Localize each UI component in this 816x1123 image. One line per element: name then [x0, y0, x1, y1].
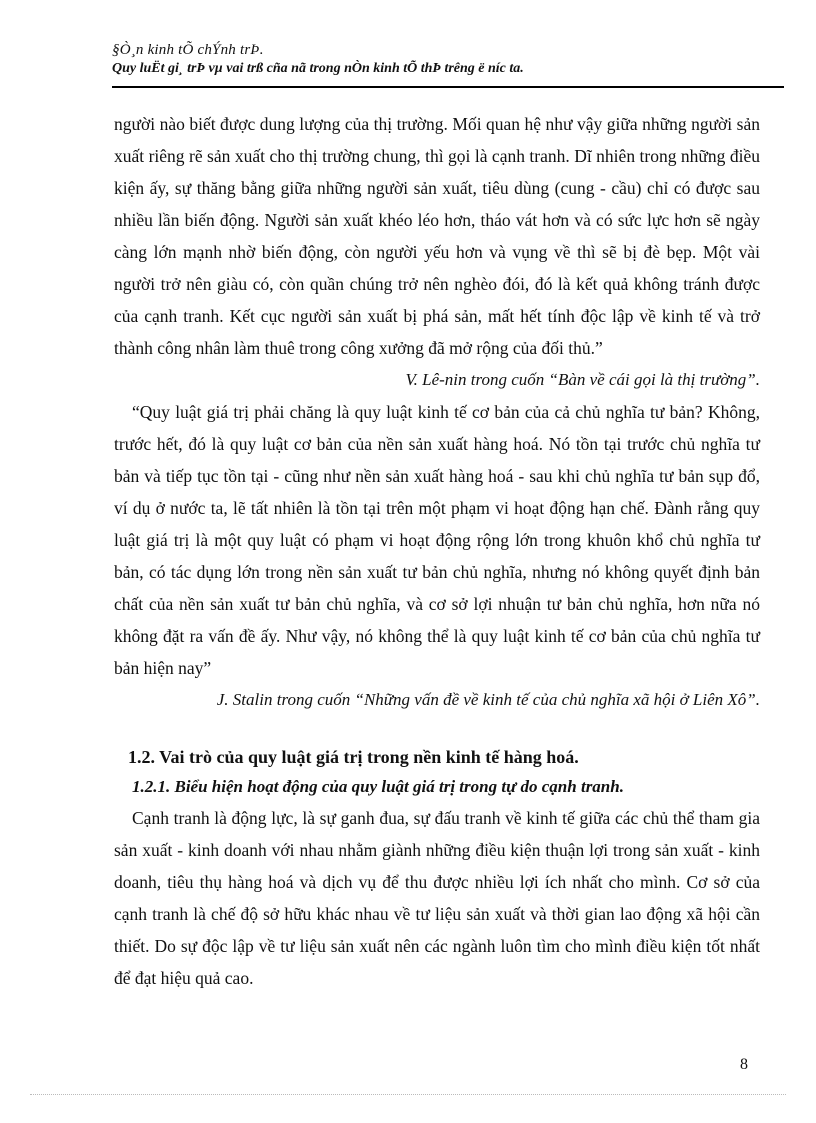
- header-title: §Ò¸n kinh tÕ chÝnh trÞ.: [112, 42, 264, 58]
- citation-stalin: J. Stalin trong cuốn “Những vấn đề về kinh tế của chủ nghĩa xã hội ở Liên Xô”.: [216, 690, 760, 709]
- section-heading: 1.2. Vai trò của quy luật giá trị trong nền kinh tế hàng hoá.: [128, 747, 579, 767]
- header-subtitle: Quy luËt gi¸ trÞ vµ vai trß cña nã trong nÒn kinh tÕ thÞ trêng ë níc ta.: [112, 61, 524, 76]
- page-content: [114, 108, 760, 994]
- paragraph-quote-lenin: người nào biết được dung lượng của thị trường. Mối quan hệ như vậy giữa những người sản xuất riêng rẽ sản xuất cho thị trường chung, thì gọi là cạnh tranh. Dĩ nhiên trong những điều kiện ấy, sự thăng bằng giữa những người sản xuất, tiêu dùng (cung - cầu) chỉ có được sau nhiều lần biến động. Người sản xuất khéo léo hơn, tháo vát hơn và có sức lực hơn sẽ ngày càng lớn mạnh nhờ biến động, còn người yếu hơn và vụng về thì sẽ bị đè bẹp. Một vài người trở nên giàu có, còn quần chúng trở nên nghèo đói, đó là kết quả không tránh được của cạnh tranh. Kết cục người sản xuất bị phá sản, mất hết tính độc lập về kinh tế và trở thành công nhân làm thuê trong công xưởng đã mở rộng của đối thủ.”: [114, 114, 760, 358]
- paragraph-quote-stalin: “Quy luật giá trị phải chăng là quy luật kinh tế cơ bản của cả chủ nghĩa tư bản? Không, trước hết, đó là quy luật cơ bản của nền sản xuất hàng hoá. Nó tồn tại trước chủ nghĩa tư bản và tiếp tục tồn tại - cũng như nền sản xuất hàng hoá - sau khi chủ nghĩa tư bản sụp đổ, ví dụ ở nước ta, lẽ tất nhiên là tồn tại trên một phạm vi hoạt động hạn chế. Đành rằng quy luật giá trị là một quy luật có phạm vi hoạt động rộng lớn trong khuôn khổ chủ nghĩa tư bản, có tác dụng lớn trong nền sản xuất tư bản chủ nghĩa, nhưng nó không quyết định bản chất của nền sản xuất tư bản chủ nghĩa, và cơ sở lợi nhuận tư bản chủ nghĩa, hơn nữa nó không đặt ra vấn đề ấy. Như vậy, nó không thể là quy luật kinh tế cơ bản của chủ nghĩa tư bản hiện nay”: [114, 402, 760, 678]
- page-number: 8: [740, 1056, 748, 1073]
- paragraph-competition: Cạnh tranh là động lực, là sự ganh đua, sự đấu tranh về kinh tế giữa các chủ thể tham gia sản xuất - kinh doanh với nhau nhằm giành những điều kiện thuận lợi trong sản xuất - kinh doanh, tiêu thụ hàng hoá và dịch vụ để thu được nhiều lợi ích nhất cho mình. Cơ sở của cạnh tranh là chế độ sở hữu khác nhau về tư liệu sản xuất và thời gian lao động xã hội cần thiết. Do sự độc lập về tư liệu sản xuất nên các ngành luôn tìm cho mình điều kiện tốt nhất để đạt hiệu quả cao.: [114, 808, 760, 988]
- bottom-rule: [30, 1094, 786, 1095]
- header-rule: [112, 86, 784, 88]
- page-header: [112, 40, 784, 78]
- subsection-heading: 1.2.1. Biểu hiện hoạt động của quy luật giá trị trong tự do cạnh tranh.: [132, 777, 624, 796]
- citation-lenin: V. Lê-nin trong cuốn “Bàn về cái gọi là thị trường”.: [405, 370, 760, 389]
